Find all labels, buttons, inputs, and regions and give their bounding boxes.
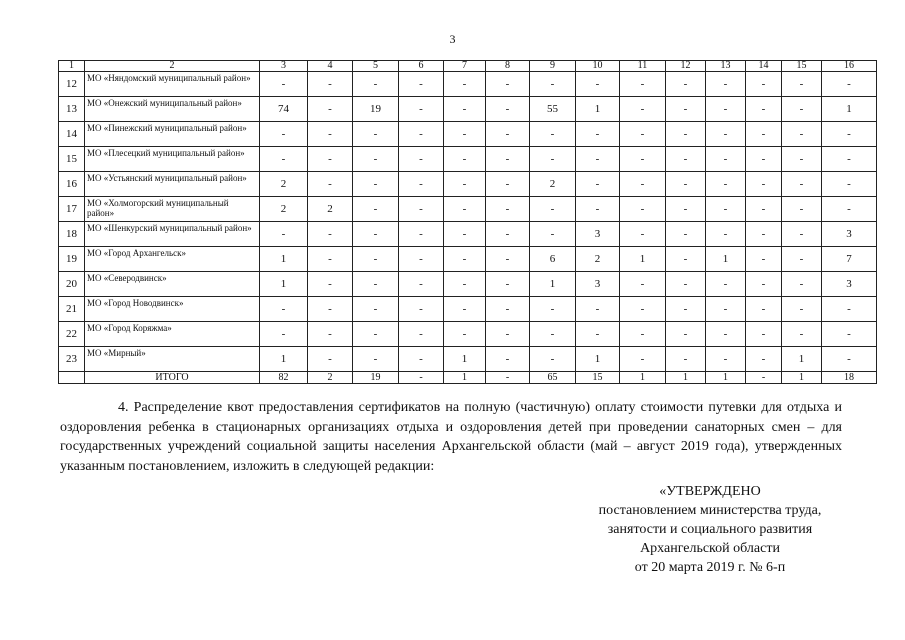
quota-cell: - [530, 347, 576, 372]
approval-date: от 20 марта 2019 г. № 6-п [634, 560, 786, 575]
quota-cell: - [530, 222, 576, 247]
quota-cell: - [782, 122, 822, 147]
quota-cell: - [576, 147, 620, 172]
quota-cell: - [576, 172, 620, 197]
quota-cell: - [576, 197, 620, 222]
quota-cell: - [666, 322, 706, 347]
row-number: 13 [59, 97, 85, 122]
quota-cell: - [822, 347, 877, 372]
quota-cell: - [486, 147, 530, 172]
quota-cell: 74 [260, 97, 308, 122]
quota-cell: - [486, 97, 530, 122]
quota-cell: - [444, 247, 486, 272]
column-header: 13 [706, 61, 746, 72]
column-header: 2 [85, 61, 260, 72]
quota-cell: - [782, 72, 822, 97]
quota-cell: - [706, 122, 746, 147]
quota-cell: - [746, 122, 782, 147]
quota-cell: - [706, 97, 746, 122]
quota-cell: - [620, 197, 666, 222]
municipality-name: МО «Северодвинск» [85, 272, 260, 297]
quota-cell: - [746, 97, 782, 122]
quota-cell: - [399, 272, 444, 297]
quota-cell: - [486, 322, 530, 347]
quota-cell: - [308, 147, 353, 172]
municipality-name: МО «Город Архангельск» [85, 247, 260, 272]
municipality-name: МО «Мирный» [85, 347, 260, 372]
table-row [59, 172, 877, 197]
quota-cell: 2 [260, 197, 308, 222]
total-cell: 1 [782, 372, 822, 384]
quota-cell: - [399, 347, 444, 372]
row-number: 19 [59, 247, 85, 272]
total-empty-cell [59, 372, 85, 384]
column-header: 10 [576, 61, 620, 72]
table-row [59, 322, 877, 347]
row-number: 23 [59, 347, 85, 372]
quota-cell: - [353, 222, 399, 247]
quota-cell: - [746, 197, 782, 222]
quota-cell: 6 [530, 247, 576, 272]
approval-line: занятости и социального развития [607, 522, 813, 537]
quota-table [58, 60, 877, 384]
table-header-row [59, 61, 877, 72]
quota-cell: - [399, 97, 444, 122]
quota-cell: 1 [260, 272, 308, 297]
quota-cell: - [308, 247, 353, 272]
column-header: 1 [59, 61, 85, 72]
municipality-name: МО «Устьянский муниципальный район» [85, 172, 260, 197]
table-row [59, 222, 877, 247]
quota-cell: - [353, 72, 399, 97]
quota-cell: - [666, 97, 706, 122]
quota-cell: - [576, 72, 620, 97]
quota-cell: 1 [444, 347, 486, 372]
quota-cell: - [620, 172, 666, 197]
quota-cell: - [782, 172, 822, 197]
quota-cell: - [746, 172, 782, 197]
quota-cell: - [399, 147, 444, 172]
column-header: 12 [666, 61, 706, 72]
quota-cell: - [308, 72, 353, 97]
row-number: 16 [59, 172, 85, 197]
quota-cell: - [620, 147, 666, 172]
column-header: 5 [353, 61, 399, 72]
quota-cell: - [706, 347, 746, 372]
quota-cell: - [746, 247, 782, 272]
quota-cell: - [782, 297, 822, 322]
quota-cell: - [666, 297, 706, 322]
quota-cell: - [308, 297, 353, 322]
quota-cell: - [746, 297, 782, 322]
quota-cell: 2 [308, 197, 353, 222]
quota-cell: - [666, 72, 706, 97]
quota-cell: 3 [822, 272, 877, 297]
quota-cell: - [782, 247, 822, 272]
table-row [59, 72, 877, 97]
quota-cell: - [399, 222, 444, 247]
column-header: 15 [782, 61, 822, 72]
row-number: 22 [59, 322, 85, 347]
municipality-name: МО «Город Коряжма» [85, 322, 260, 347]
quota-cell: - [706, 147, 746, 172]
quota-cell: - [444, 222, 486, 247]
row-number: 14 [59, 122, 85, 147]
quota-cell: - [308, 222, 353, 247]
quota-cell: - [399, 247, 444, 272]
quota-cell: - [620, 347, 666, 372]
quota-cell: - [620, 97, 666, 122]
quota-cell: - [576, 322, 620, 347]
quota-cell: 1 [706, 247, 746, 272]
quota-cell: - [444, 122, 486, 147]
table-row [59, 147, 877, 172]
quota-cell: - [399, 172, 444, 197]
municipality-name: МО «Пинежский муниципальный район» [85, 122, 260, 147]
total-cell: 1 [706, 372, 746, 384]
quota-cell: - [666, 222, 706, 247]
quota-cell: - [822, 147, 877, 172]
row-number: 15 [59, 147, 85, 172]
municipality-name: МО «Плесецкий муниципальный район» [85, 147, 260, 172]
quota-cell: - [620, 322, 666, 347]
quota-cell: 1 [576, 97, 620, 122]
quota-cell: - [353, 147, 399, 172]
quota-cell: - [782, 222, 822, 247]
quota-cell: - [530, 322, 576, 347]
quota-cell: 3 [822, 222, 877, 247]
quota-cell: - [399, 297, 444, 322]
quota-cell: - [822, 122, 877, 147]
quota-cell: - [620, 297, 666, 322]
quota-cell: - [782, 97, 822, 122]
total-cell: - [486, 372, 530, 384]
quota-cell: - [444, 272, 486, 297]
quota-cell: - [486, 122, 530, 147]
quota-cell: - [746, 322, 782, 347]
quota-cell: - [486, 172, 530, 197]
quota-cell: - [308, 272, 353, 297]
quota-cell: - [666, 272, 706, 297]
municipality-name: МО «Няндомский муниципальный район» [85, 72, 260, 97]
quota-cell: - [782, 272, 822, 297]
quota-cell: 55 [530, 97, 576, 122]
total-cell: 1 [666, 372, 706, 384]
quota-cell: - [782, 197, 822, 222]
quota-cell: - [444, 97, 486, 122]
quota-cell: - [706, 222, 746, 247]
quota-cell: - [822, 322, 877, 347]
quota-cell: - [706, 272, 746, 297]
quota-cell: - [399, 197, 444, 222]
table-row [59, 247, 877, 272]
quota-cell: - [486, 222, 530, 247]
quota-cell: - [576, 297, 620, 322]
quota-cell: - [706, 322, 746, 347]
total-cell: 1 [620, 372, 666, 384]
quota-cell: - [486, 197, 530, 222]
quota-cell: - [666, 247, 706, 272]
quota-cell: - [706, 197, 746, 222]
municipality-name: МО «Город Новодвинск» [85, 297, 260, 322]
total-cell: - [399, 372, 444, 384]
quota-cell: - [530, 122, 576, 147]
quota-cell: - [444, 147, 486, 172]
quota-cell: - [666, 197, 706, 222]
quota-cell: - [620, 122, 666, 147]
table-row [59, 197, 877, 222]
quota-cell: - [706, 172, 746, 197]
quota-cell: - [666, 122, 706, 147]
quota-cell: - [486, 297, 530, 322]
quota-cell: - [399, 72, 444, 97]
page-number: 3 [449, 32, 456, 46]
quota-cell: - [746, 147, 782, 172]
column-header: 6 [399, 61, 444, 72]
quota-cell: - [308, 122, 353, 147]
quota-cell: - [353, 197, 399, 222]
quota-cell: - [530, 147, 576, 172]
quota-cell: 2 [576, 247, 620, 272]
quota-cell: - [530, 197, 576, 222]
approval-line: постановлением министерства труда, [598, 503, 822, 518]
municipality-name: МО «Шенкурский муниципальный район» [85, 222, 260, 247]
total-cell: 19 [353, 372, 399, 384]
total-cell: 2 [308, 372, 353, 384]
column-header: 3 [260, 61, 308, 72]
row-number: 18 [59, 222, 85, 247]
quota-cell: - [620, 272, 666, 297]
total-row [59, 372, 877, 384]
row-number: 21 [59, 297, 85, 322]
quota-cell: - [308, 347, 353, 372]
quota-cell: - [706, 297, 746, 322]
approval-block [560, 482, 860, 577]
quota-cell: - [260, 122, 308, 147]
quota-cell: - [353, 272, 399, 297]
quota-cell: - [746, 347, 782, 372]
quota-cell: - [353, 122, 399, 147]
quota-cell: - [444, 322, 486, 347]
column-header: 8 [486, 61, 530, 72]
column-header: 11 [620, 61, 666, 72]
quota-cell: - [399, 122, 444, 147]
quota-cell: - [782, 322, 822, 347]
total-cell: 1 [444, 372, 486, 384]
approval-line: Архангельской области [640, 541, 780, 556]
quota-cell: - [822, 172, 877, 197]
quota-cell: - [530, 72, 576, 97]
quota-cell: - [308, 172, 353, 197]
quota-cell: 3 [576, 222, 620, 247]
table-row [59, 347, 877, 372]
body-paragraph: 4. Распределение квот предоставления сертификатов на полную (частичную) оплату стоимости путевки для отдыха и оздоровления ребенка в стационарных организациях отдыха и оздоровления детей при проведении санаторных смен – для государственных учреждений социальной защиты населения Архангельской области (май – август 2019 года), утвержденных указанным постановлением, изложить в следующей редакции: [60, 400, 842, 474]
quota-cell: - [444, 297, 486, 322]
quota-cell: - [444, 72, 486, 97]
quota-cell: - [353, 247, 399, 272]
total-cell: 15 [576, 372, 620, 384]
quota-cell: - [308, 97, 353, 122]
quota-cell: - [486, 72, 530, 97]
total-label: ИТОГО [85, 372, 260, 384]
quota-cell: - [822, 72, 877, 97]
approval-title: «УТВЕРЖДЕНО [659, 484, 761, 499]
quota-cell: 1 [782, 347, 822, 372]
quota-cell: - [353, 347, 399, 372]
quota-cell: - [706, 72, 746, 97]
quota-cell: - [822, 297, 877, 322]
row-number: 17 [59, 197, 85, 222]
quota-cell: - [746, 272, 782, 297]
quota-cell: 1 [576, 347, 620, 372]
quota-cell: - [666, 172, 706, 197]
table-row [59, 272, 877, 297]
row-number: 20 [59, 272, 85, 297]
quota-cell: - [782, 147, 822, 172]
column-header: 16 [822, 61, 877, 72]
quota-cell: - [620, 222, 666, 247]
quota-cell: 1 [530, 272, 576, 297]
quota-cell: - [444, 197, 486, 222]
quota-cell: - [666, 147, 706, 172]
quota-cell: - [486, 247, 530, 272]
column-header: 9 [530, 61, 576, 72]
column-header: 4 [308, 61, 353, 72]
total-cell: 18 [822, 372, 877, 384]
municipality-name: МО «Холмогорский муниципальный район» [85, 197, 260, 222]
quota-cell: - [353, 297, 399, 322]
quota-cell: - [822, 197, 877, 222]
quota-cell: 19 [353, 97, 399, 122]
quota-cell: - [444, 172, 486, 197]
total-cell: 82 [260, 372, 308, 384]
quota-cell: 1 [260, 247, 308, 272]
quota-cell: - [353, 322, 399, 347]
quota-cell: - [353, 172, 399, 197]
quota-cell: 2 [260, 172, 308, 197]
total-cell: - [746, 372, 782, 384]
column-header: 7 [444, 61, 486, 72]
quota-cell: - [746, 72, 782, 97]
quota-cell: - [486, 347, 530, 372]
quota-cell: - [746, 222, 782, 247]
quota-cell: - [666, 347, 706, 372]
table-row [59, 97, 877, 122]
quota-cell: - [260, 297, 308, 322]
quota-cell: - [399, 322, 444, 347]
quota-cell: - [530, 297, 576, 322]
row-number: 12 [59, 72, 85, 97]
quota-cell: - [260, 72, 308, 97]
table-row [59, 297, 877, 322]
quota-cell: - [260, 222, 308, 247]
quota-cell: 1 [260, 347, 308, 372]
quota-cell: 1 [620, 247, 666, 272]
table-row [59, 122, 877, 147]
quota-cell: - [576, 122, 620, 147]
column-header: 14 [746, 61, 782, 72]
quota-cell: 3 [576, 272, 620, 297]
quota-cell: - [620, 72, 666, 97]
quota-cell: 2 [530, 172, 576, 197]
quota-cell: 7 [822, 247, 877, 272]
quota-cell: - [260, 322, 308, 347]
quota-cell: - [308, 322, 353, 347]
quota-cell: - [260, 147, 308, 172]
quota-cell: 1 [822, 97, 877, 122]
quota-cell: - [486, 272, 530, 297]
municipality-name: МО «Онежский муниципальный район» [85, 97, 260, 122]
total-cell: 65 [530, 372, 576, 384]
